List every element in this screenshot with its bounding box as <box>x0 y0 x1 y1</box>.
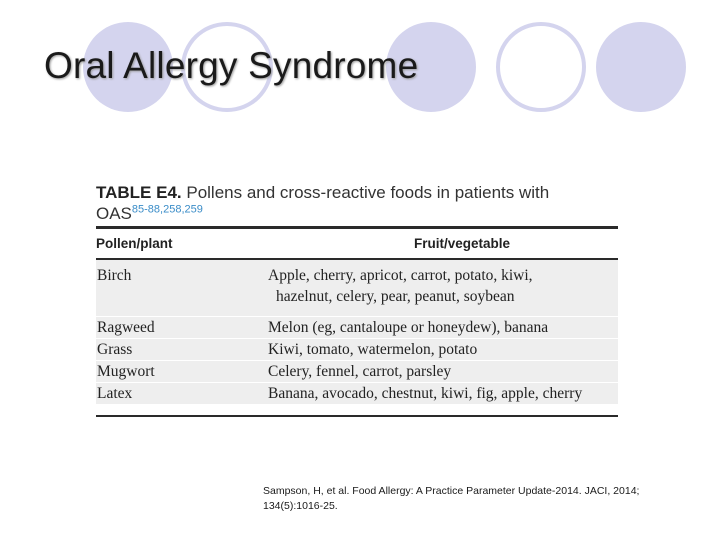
row-plant: Mugwort <box>97 363 155 380</box>
header-pollen-plant: Pollen/plant <box>96 236 173 251</box>
table-figure <box>96 182 618 417</box>
table-caption-label: TABLE E4. <box>96 183 182 202</box>
row-foods: Celery, fennel, carrot, parsley <box>268 363 452 380</box>
table-caption-text: Pollens and cross-reactive foods in patients with <box>181 183 550 202</box>
citation-line2: 134(5):1016-25. <box>263 500 338 512</box>
row-foods <box>268 265 618 316</box>
table-header-row <box>96 229 618 258</box>
header-fruit-vegetable: Fruit/vegetable <box>413 236 511 251</box>
table-bottom-rule <box>96 415 618 417</box>
decorative-ring-2 <box>496 22 586 112</box>
row-foods-line2: hazelnut, celery, pear, peanut, soybean <box>276 288 515 305</box>
table-caption-abbrev: OAS <box>96 204 132 223</box>
row-plant: Ragweed <box>97 319 155 336</box>
table-row <box>96 339 618 361</box>
row-foods: Kiwi, tomato, watermelon, potato <box>268 341 478 358</box>
row-plant: Grass <box>97 341 133 358</box>
table-row <box>96 383 618 405</box>
table-caption-references: 85-88,258,259 <box>131 203 203 216</box>
table-caption <box>96 182 618 226</box>
row-foods: Banana, avocado, chestnut, kiwi, fig, apple, cherry <box>268 385 583 402</box>
table-row <box>96 361 618 383</box>
row-foods: Melon (eg, cantaloupe or honeydew), banana <box>268 319 549 336</box>
table-row <box>96 260 618 317</box>
row-foods-line1: Apple, cherry, apricot, carrot, potato, kiwi, <box>268 267 533 284</box>
row-plant: Birch <box>97 267 132 284</box>
citation <box>263 484 703 514</box>
decorative-circle-3 <box>596 22 686 112</box>
table-row <box>96 317 618 339</box>
slide-title: Oral Allergy Syndrome <box>44 45 419 86</box>
citation-line1: Sampson, H, et al. Food Allergy: A Practice Parameter Update-2014. JACI, 2014; <box>263 485 640 497</box>
row-plant: Latex <box>97 385 133 402</box>
